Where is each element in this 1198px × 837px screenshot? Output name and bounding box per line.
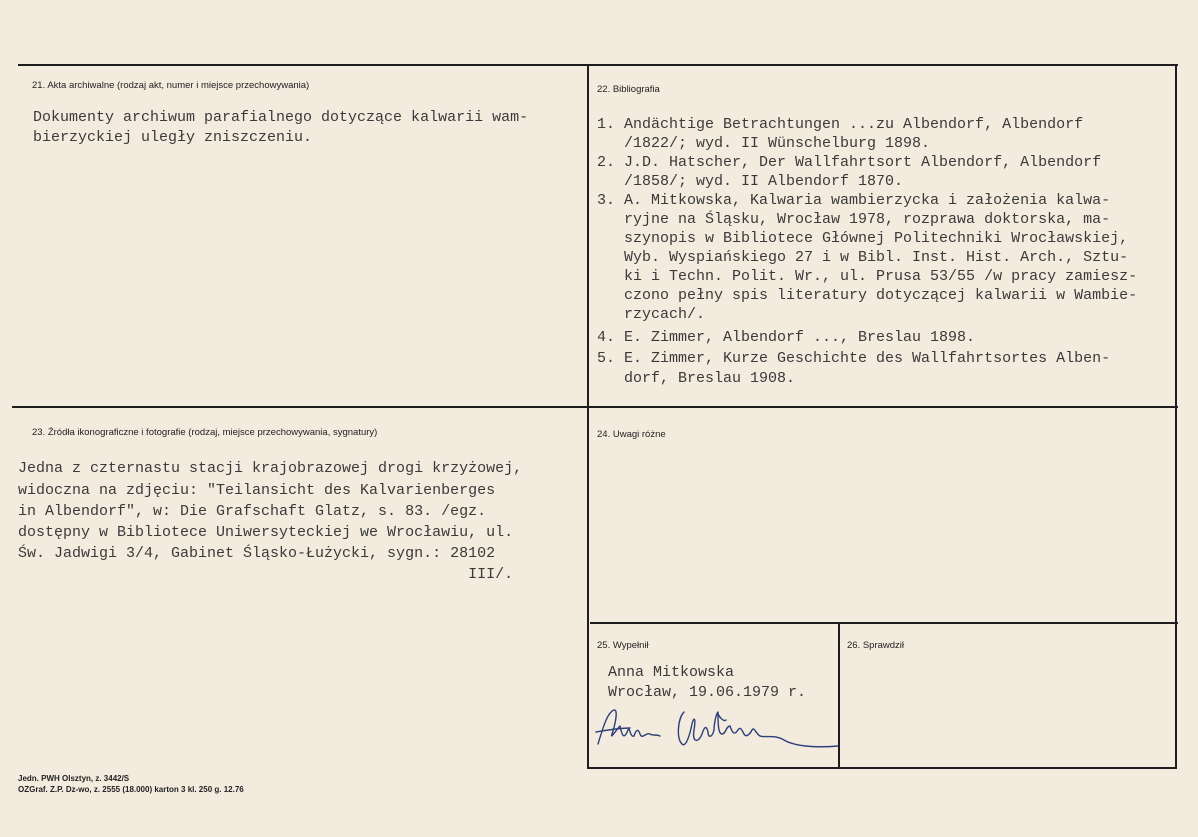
filled-by-place-date: Wrocław, 19.06.1979 r. [608,684,807,701]
bibliography-line: ki i Techn. Polit. Wr., ul. Prusa 53/55 /w pracy zamiesz- [597,268,1138,285]
bibliography-line: 3. A. Mitkowska, Kalwaria wambierzycka i założenia kalwa- [597,192,1111,209]
section-21-line-2: bierzyckiej uległy zniszczeniu. [33,129,313,146]
bibliography-line: ryjne na Śląsku, Wrocław 1978, rozprawa doktorska, ma- [597,211,1111,228]
imprint-line-1: Jedn. PWH Olsztyn, z. 3442/S [18,774,130,783]
imprint-line-2: OZGraf. Z.P. Dz-wo, z. 2555 (18.000) karton 3 kl. 250 g. 12.76 [18,785,244,794]
bibliography-line: dorf, Breslau 1908. [597,370,796,387]
section-23-line-4: dostępny w Bibliotece Uniwersyteckiej we Wrocławiu, ul. [18,524,514,541]
bibliography-line: 5. E. Zimmer, Kurze Geschichte des Wallfahrtsortes Alben- [597,350,1111,367]
section-23-line-3: in Albendorf", w: Die Grafschaft Glatz, s. 83. /egz. [18,503,487,520]
bibliography-line: 2. J.D. Hatscher, Der Wallfahrtsort Albendorf, Albendorf [597,154,1102,171]
right-border [1175,64,1177,769]
middle-rule [12,406,1178,408]
bibliography-line: rzycach/. [597,306,706,323]
section-26-label: 26. Sprawdził [847,640,905,651]
bibliography-line: /1858/; wyd. II Albendorf 1870. [597,173,904,190]
bibliography-line: /1822/; wyd. II Wünschelburg 1898. [597,135,931,152]
bibliography-line: szynopis w Bibliotece Głównej Politechniki Wrocławskiej, [597,230,1129,247]
bibliography-line: czono pełny spis literatury dotyczącej kalwarii w Wambie- [597,287,1138,304]
section-23-line-5: Św. Jadwigi 3/4, Gabinet Śląsko-Łużycki, sygn.: 28102 [18,545,496,562]
section-25-label: 25. Wypełnił [597,640,649,651]
filled-by-name: Anna Mitkowska [608,664,735,681]
bibliography-line: Wyb. Wyspiańskiego 27 i w Bibl. Inst. Hist. Arch., Sztu- [597,249,1129,266]
section-23-line-2: widoczna na zdjęciu: "Teilansicht des Kalvarienberges [18,482,496,499]
section-21-line-1: Dokumenty archiwum parafialnego dotyczące kalwarii wam- [33,109,529,126]
section-23-label: 23. Źródła ikonograficzne i fotografie (rodzaj, miejsce przechowywania, sygnatury) [32,427,378,438]
bottom-rule [587,767,1177,769]
section-21-label: 21. Akta archiwalne (rodzaj akt, numer i miejsce przechowywania) [32,80,310,91]
section-22-label: 22. Bibliografia [597,84,660,95]
section-24-label: 24. Uwagi różne [597,429,666,440]
handwritten-signature [594,704,844,754]
top-rule [18,64,1178,66]
bibliography-line: 4. E. Zimmer, Albendorf ..., Breslau 1898. [597,329,976,346]
bibliography-line: 1. Andächtige Betrachtungen ...zu Albendorf, Albendorf [597,116,1084,133]
signature-rule [590,622,1178,624]
section-23-line-6: III/. [18,566,514,583]
section-23-line-1: Jedna z czternastu stacji krajobrazowej drogi krzyżowej, [18,460,523,477]
center-divider [587,64,589,769]
